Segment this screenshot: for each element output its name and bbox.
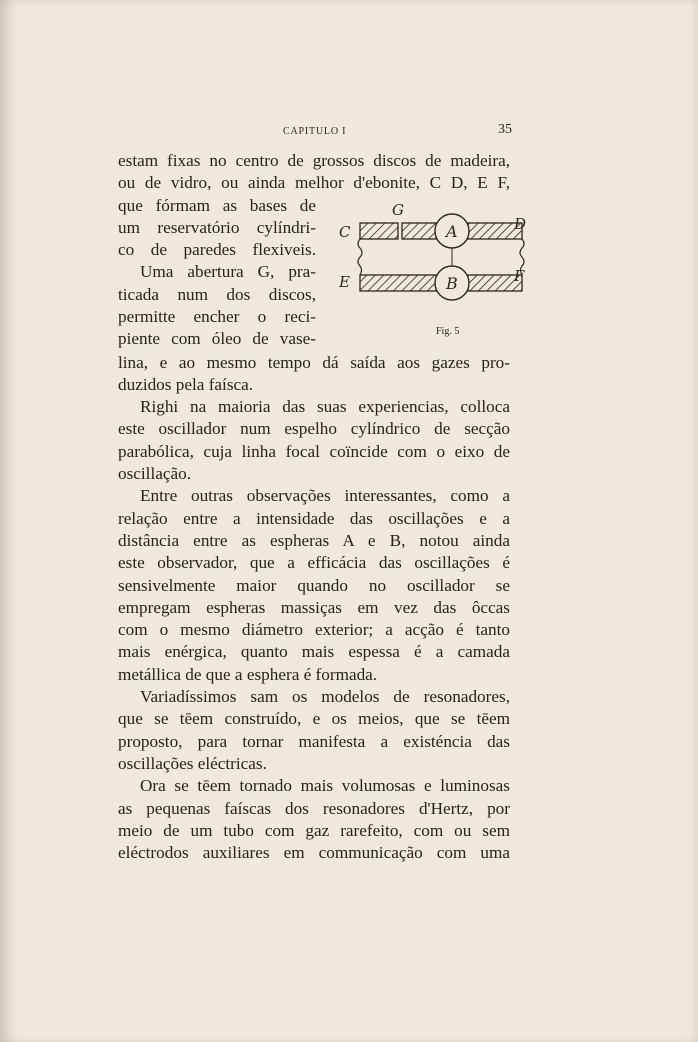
wall-left — [358, 239, 362, 275]
text-line: eléctrodos auxiliares em communicação com uma — [118, 843, 510, 863]
label-f: F — [514, 266, 525, 285]
disc-cd-left — [360, 223, 398, 239]
text-line: metállica de que a esphera é formada. — [118, 664, 378, 684]
text-line: Uma abertura G, pra- — [140, 262, 316, 282]
text-line: que se tēem construído, e os meios, que se tēem — [118, 709, 510, 729]
page-number: 35 — [498, 122, 512, 137]
label-e: E — [339, 272, 350, 291]
label-c: C — [339, 222, 351, 241]
text-line: relação entre a intensidade das oscillações e a — [118, 508, 510, 528]
text-line: Variadíssimos sam os modelos de resonadores, — [140, 687, 510, 707]
body-text — [118, 150, 526, 864]
page-header — [118, 120, 514, 140]
figure-caption: Fig. 5 — [436, 325, 460, 337]
text-line: parabólica, cuja linha focal coïncide com o eixo de — [118, 441, 510, 461]
oscillator-diagram — [336, 195, 526, 319]
text-line: sensivelmente maior quando no oscillador se — [118, 575, 510, 595]
paragraph-1 — [118, 150, 510, 195]
text-line: co de paredes flexiveis. — [118, 240, 316, 260]
text-line: este oscillador num espelho cylíndrico de secção — [118, 419, 510, 439]
figure-5 — [336, 195, 526, 352]
text-line: proposto, para tornar manifesta a existéncia das — [118, 731, 510, 751]
figure-wrap-block — [118, 195, 526, 352]
text-line: oscillações eléctricas. — [118, 753, 267, 773]
text-line: este observador, que a efficácia das oscillações é — [118, 553, 510, 573]
label-a: A — [446, 221, 458, 241]
label-d: D — [514, 214, 526, 233]
text-line: oscillação. — [118, 464, 192, 484]
text-line: as pequenas faíscas dos resonadores d'Hertz, por — [118, 798, 510, 818]
paragraph-5 — [118, 686, 510, 775]
paragraph-6 — [118, 775, 510, 864]
running-title: CAPITULO I — [283, 126, 347, 137]
text-line: meio de um tubo com gaz rarefeito, com ou sem — [118, 820, 510, 840]
wrapped-text — [118, 195, 316, 351]
paragraph-4 — [118, 485, 510, 686]
text-line: um reservatório cylíndri- — [118, 217, 316, 237]
label-g: G — [392, 200, 404, 219]
text-line: distância entre as espheras A e B, notou ainda — [118, 530, 510, 550]
text-line: que fórmam as bases de — [118, 195, 316, 215]
text-line: ou de vidro, ou ainda melhor d'ebonite, C D, E F, — [118, 173, 510, 193]
paragraph-3 — [118, 396, 510, 485]
text-line: empregam espheras massiças em vez das ôccas — [118, 597, 510, 617]
paragraph-2-end — [118, 352, 510, 397]
label-b: B — [446, 273, 458, 293]
text-line: com o mesmo diámetro exterior; a acção é tanto — [118, 620, 510, 640]
text-line: lina, e ao mesmo tempo dá saída aos gazes pro- — [118, 352, 510, 372]
text-line: piente com óleo de vase- — [118, 329, 316, 349]
text-line: mais enérgica, quanto mais espessa é a camada — [118, 642, 510, 662]
text-line: duzidos pela faísca. — [118, 374, 254, 394]
text-line: Righi na maioria das suas experiencias, colloca — [140, 397, 510, 417]
text-line: ticada num dos discos, — [118, 284, 316, 304]
text-line: permitte encher o reci- — [118, 307, 316, 327]
text-line: estam fixas no centro de grossos discos de madeira, — [118, 151, 510, 170]
disc-ef-left — [360, 275, 436, 291]
disc-cd-middle — [402, 223, 436, 239]
text-line: Ora se tēem tornado mais volumosas e luminosas — [140, 776, 510, 796]
text-line: Entre outras observações interessantes, como a — [140, 486, 510, 506]
